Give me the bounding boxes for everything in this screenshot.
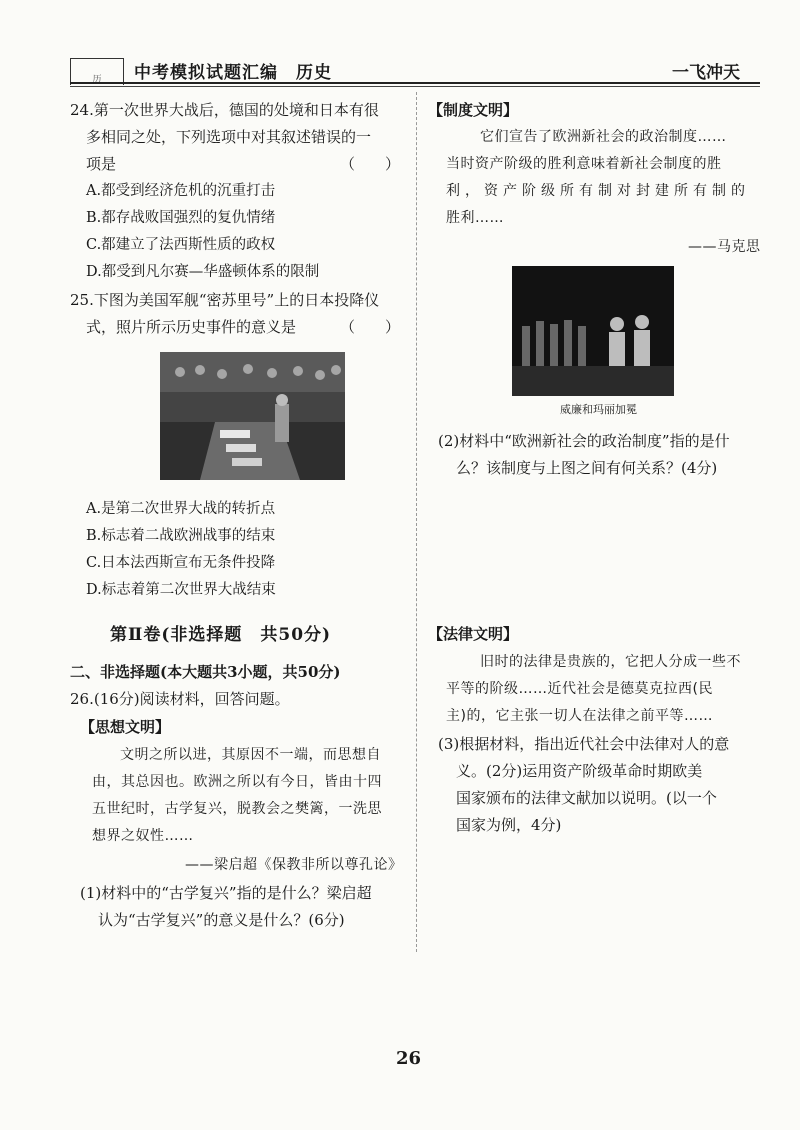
thought-text-line-3: 五世纪时，古学复兴，脱教会之樊篱，一洗思 (92, 801, 382, 817)
system-text-line-1: 它们宣告了欧洲新社会的政治制度…… (480, 129, 727, 145)
sub-question-1-line-2: 认为“古学复兴”的意义是什么？(6分) (98, 911, 345, 929)
sub-question-2-line-2: 么？该制度与上图之间有何关系？(4分) (456, 459, 718, 477)
thought-text-line-1: 文明之所以进，其原因不一端，而思想自 (120, 747, 381, 763)
law-text-line-1: 旧时的法律是贵族的，它把人分成一些不 (480, 654, 741, 670)
q25-option-c: C.日本法西斯宣布无条件投降 (86, 555, 276, 571)
part-2-title: 第Ⅱ卷(非选择题 共50分) (110, 625, 332, 645)
q24-option-a: A.都受到经济危机的沉重打击 (86, 183, 276, 199)
thought-source: ——梁启超《保教非所以尊孔论》 (185, 857, 403, 873)
page-number: 26 (396, 1048, 422, 1069)
q24-option-b: B.都存战败国强烈的复仇情绪 (86, 210, 276, 226)
system-source: ——马克思 (688, 239, 761, 255)
sub-question-2-line-1: (2)材料中“欧洲新社会的政治制度”指的是什 (438, 432, 730, 450)
sub-question-3-line-4: 国家为例，4分) (456, 816, 562, 834)
q24-option-c: C.都建立了法西斯性质的政权 (86, 237, 276, 253)
header-title: 中考模拟试题汇编 历史 (134, 63, 332, 83)
q24-option-d: D.都受到凡尔赛—华盛顿体系的限制 (86, 264, 320, 280)
header-rule (70, 82, 760, 84)
law-text-line-2: 平等的阶级……近代社会是德莫克拉西(民 (446, 681, 713, 697)
sub-question-3-line-3: 国家颁布的法律文献加以说明。(以一个 (456, 789, 717, 807)
surrender-photo-graphic (160, 352, 345, 480)
system-civilization-label: 【制度文明】 (428, 101, 519, 119)
thought-text-line-2: 由，其总因也。欧洲之所以有今日，皆由十四 (92, 774, 382, 790)
q24-answer-paren: （ ） (340, 155, 401, 173)
sub-question-3-line-2: 义。(2分)运用资产阶级革命时期欧美 (456, 762, 703, 780)
q25-answer-paren: （ ） (340, 318, 401, 336)
q25-line-1: 25.下图为美国军舰“密苏里号”上的日本投降仪 (70, 291, 380, 309)
q25-option-b: B.标志着二战欧洲战事的结束 (86, 528, 276, 544)
column-divider (416, 92, 417, 952)
header-brand: 一飞冲天 (672, 63, 740, 83)
system-text-line-3: 利，资产阶级所有制对封建所有制的 (446, 183, 750, 199)
coronation-caption: 威廉和玛丽加冕 (560, 403, 637, 416)
q25-option-d: D.标志着第二次世界大战结束 (86, 582, 276, 598)
surrender-ceremony-photo (160, 352, 345, 480)
sub-question-3-line-1: (3)根据材料，指出近代社会中法律对人的意 (438, 735, 730, 753)
sub-question-1-line-1: (1)材料中的“古学复兴”指的是什么？梁启超 (80, 884, 372, 902)
law-text-line-3: 主)的，它主张一切人在法律之前平等…… (446, 708, 713, 724)
q24-line-1: 24.第一次世界大战后，德国的处境和日本有很 (70, 101, 379, 119)
law-civilization-label: 【法律文明】 (428, 625, 519, 643)
q25-option-a: A.是第二次世界大战的转折点 (86, 501, 276, 517)
thought-text-line-4: 想界之奴性…… (92, 828, 194, 844)
section-2-heading: 二、非选择题(本大题共3小题，共50分) (70, 663, 341, 681)
logo-text: 历 (92, 75, 102, 85)
header-logo (70, 58, 124, 85)
system-text-line-4: 胜利…… (446, 210, 504, 226)
q25-line-2: 式，照片所示历史事件的意义是 (86, 318, 297, 336)
q24-line-2: 多相同之处，下列选项中对其叙述错误的一 (86, 128, 372, 146)
coronation-photo-graphic (512, 266, 674, 396)
q26-heading: 26.(16分)阅读材料，回答问题。 (70, 690, 290, 708)
system-text-line-2: 当时资产阶级的胜利意味着新社会制度的胜 (446, 156, 722, 172)
q24-line-3: 项是 (86, 155, 117, 173)
coronation-photo (512, 266, 674, 396)
thought-civilization-label: 【思想文明】 (80, 718, 171, 736)
header-rule-thin (70, 86, 760, 87)
